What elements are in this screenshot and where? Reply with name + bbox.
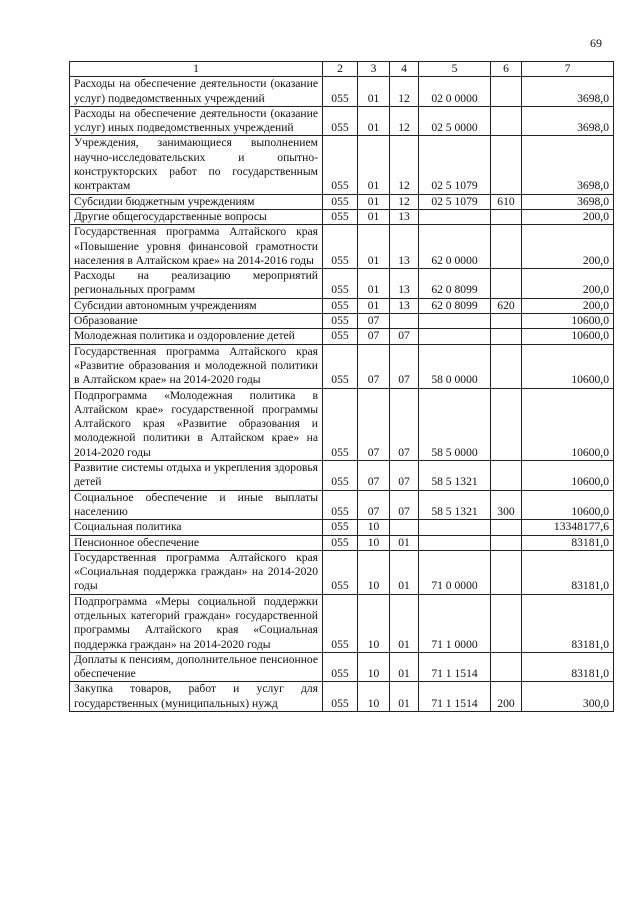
subsection-code-cell: 07 bbox=[390, 329, 419, 344]
row-name-cell: Государственная программа Алтайского края «Развитие образования и молодежной политики в Алтайском крае» на 2014-2020 годы bbox=[70, 344, 323, 388]
target-article-cell: 02 5 0000 bbox=[419, 106, 491, 136]
admin-code-cell: 055 bbox=[323, 136, 358, 194]
amount-cell: 83181,0 bbox=[522, 594, 614, 652]
table-row bbox=[70, 77, 614, 107]
table-row bbox=[70, 329, 614, 344]
expense-type-cell: 300 bbox=[491, 490, 522, 520]
expense-type-cell bbox=[491, 314, 522, 329]
subsection-code-cell: 01 bbox=[390, 652, 419, 682]
target-article-cell bbox=[419, 209, 491, 224]
row-name-cell: Учреждения, занимающиеся выполнением научно-исследовательских и опытно-конструкторских работ по государственным контрактам bbox=[70, 136, 323, 194]
expense-type-cell bbox=[491, 106, 522, 136]
subsection-code-cell: 01 bbox=[390, 594, 419, 652]
target-article-cell bbox=[419, 314, 491, 329]
row-name-cell: Закупка товаров, работ и услуг для государственных (муниципальных) нужд bbox=[70, 682, 323, 712]
column-header: 6 bbox=[491, 62, 522, 77]
target-article-cell bbox=[419, 329, 491, 344]
table-row bbox=[70, 314, 614, 329]
table-row bbox=[70, 269, 614, 299]
amount-cell: 200,0 bbox=[522, 298, 614, 313]
row-name-cell: Субсидии бюджетным учреждениям bbox=[70, 194, 323, 209]
amount-cell: 10600,0 bbox=[522, 329, 614, 344]
row-name-cell: Социальная политика bbox=[70, 520, 323, 535]
subsection-code-cell: 12 bbox=[390, 136, 419, 194]
column-header: 3 bbox=[358, 62, 390, 77]
row-name-cell: Расходы на обеспечение деятельности (оказание услуг) иных подведомственных учреждений bbox=[70, 106, 323, 136]
row-name-cell: Социальное обеспечение и иные выплаты населению bbox=[70, 490, 323, 520]
expense-type-cell: 620 bbox=[491, 298, 522, 313]
admin-code-cell: 055 bbox=[323, 594, 358, 652]
expense-type-cell bbox=[491, 535, 522, 550]
table-row bbox=[70, 550, 614, 594]
target-article-cell: 71 1 1514 bbox=[419, 652, 491, 682]
subsection-code-cell: 13 bbox=[390, 209, 419, 224]
section-code-cell: 10 bbox=[358, 550, 390, 594]
subsection-code-cell: 07 bbox=[390, 344, 419, 388]
amount-cell: 3698,0 bbox=[522, 106, 614, 136]
admin-code-cell: 055 bbox=[323, 225, 358, 269]
target-article-cell: 58 0 0000 bbox=[419, 344, 491, 388]
admin-code-cell: 055 bbox=[323, 314, 358, 329]
expense-type-cell bbox=[491, 520, 522, 535]
row-name-cell: Государственная программа Алтайского края «Социальная поддержка граждан» на 2014-2020 годы bbox=[70, 550, 323, 594]
target-article-cell: 58 5 1321 bbox=[419, 490, 491, 520]
section-code-cell: 07 bbox=[358, 490, 390, 520]
section-code-cell: 01 bbox=[358, 298, 390, 313]
subsection-code-cell bbox=[390, 314, 419, 329]
admin-code-cell: 055 bbox=[323, 652, 358, 682]
amount-cell: 3698,0 bbox=[522, 136, 614, 194]
table-row bbox=[70, 461, 614, 491]
amount-cell: 3698,0 bbox=[522, 194, 614, 209]
expense-type-cell bbox=[491, 388, 522, 460]
expense-type-cell bbox=[491, 594, 522, 652]
subsection-code-cell: 13 bbox=[390, 269, 419, 299]
expense-type-cell bbox=[491, 329, 522, 344]
admin-code-cell: 055 bbox=[323, 520, 358, 535]
target-article-cell: 58 5 0000 bbox=[419, 388, 491, 460]
expense-type-cell: 200 bbox=[491, 682, 522, 712]
section-code-cell: 07 bbox=[358, 329, 390, 344]
section-code-cell: 01 bbox=[358, 106, 390, 136]
target-article-cell bbox=[419, 520, 491, 535]
target-article-cell: 71 0 0000 bbox=[419, 550, 491, 594]
target-article-cell: 62 0 8099 bbox=[419, 269, 491, 299]
table-body bbox=[70, 77, 614, 712]
target-article-cell: 71 1 0000 bbox=[419, 594, 491, 652]
expense-type-cell bbox=[491, 136, 522, 194]
target-article-cell: 71 1 1514 bbox=[419, 682, 491, 712]
row-name-cell: Подпрограмма «Меры социальной поддержки отдельных категорий граждан» государственной программы Алтайского края «Социальная поддержка граждан» на 2014-2020 годы bbox=[70, 594, 323, 652]
section-code-cell: 01 bbox=[358, 77, 390, 107]
admin-code-cell: 055 bbox=[323, 194, 358, 209]
row-name-cell: Другие общегосударственные вопросы bbox=[70, 209, 323, 224]
admin-code-cell: 055 bbox=[323, 490, 358, 520]
admin-code-cell: 055 bbox=[323, 550, 358, 594]
section-code-cell: 01 bbox=[358, 194, 390, 209]
column-header: 7 bbox=[522, 62, 614, 77]
amount-cell: 200,0 bbox=[522, 269, 614, 299]
table-row bbox=[70, 520, 614, 535]
table-row bbox=[70, 682, 614, 712]
table-row bbox=[70, 225, 614, 269]
admin-code-cell: 055 bbox=[323, 106, 358, 136]
section-code-cell: 01 bbox=[358, 209, 390, 224]
row-name-cell: Молодежная политика и оздоровление детей bbox=[70, 329, 323, 344]
amount-cell: 83181,0 bbox=[522, 535, 614, 550]
amount-cell: 83181,0 bbox=[522, 652, 614, 682]
subsection-code-cell: 07 bbox=[390, 388, 419, 460]
column-header: 2 bbox=[323, 62, 358, 77]
admin-code-cell: 055 bbox=[323, 388, 358, 460]
column-header: 1 bbox=[70, 62, 323, 77]
amount-cell: 10600,0 bbox=[522, 388, 614, 460]
expense-type-cell: 610 bbox=[491, 194, 522, 209]
table-header-row bbox=[70, 62, 614, 77]
amount-cell: 10600,0 bbox=[522, 314, 614, 329]
section-code-cell: 10 bbox=[358, 535, 390, 550]
section-code-cell: 07 bbox=[358, 388, 390, 460]
target-article-cell bbox=[419, 535, 491, 550]
budget-table bbox=[69, 61, 614, 712]
section-code-cell: 07 bbox=[358, 461, 390, 491]
expense-type-cell bbox=[491, 652, 522, 682]
expense-type-cell bbox=[491, 77, 522, 107]
column-header: 5 bbox=[419, 62, 491, 77]
subsection-code-cell bbox=[390, 520, 419, 535]
subsection-code-cell: 07 bbox=[390, 461, 419, 491]
admin-code-cell: 055 bbox=[323, 329, 358, 344]
table-row bbox=[70, 490, 614, 520]
subsection-code-cell: 01 bbox=[390, 682, 419, 712]
expense-type-cell bbox=[491, 461, 522, 491]
section-code-cell: 10 bbox=[358, 594, 390, 652]
target-article-cell: 02 5 1079 bbox=[419, 194, 491, 209]
subsection-code-cell: 13 bbox=[390, 225, 419, 269]
amount-cell: 10600,0 bbox=[522, 461, 614, 491]
admin-code-cell: 055 bbox=[323, 344, 358, 388]
table-row bbox=[70, 594, 614, 652]
row-name-cell: Расходы на реализацию мероприятий региональных программ bbox=[70, 269, 323, 299]
section-code-cell: 01 bbox=[358, 225, 390, 269]
table-row bbox=[70, 652, 614, 682]
amount-cell: 200,0 bbox=[522, 209, 614, 224]
table-row bbox=[70, 106, 614, 136]
column-header: 4 bbox=[390, 62, 419, 77]
section-code-cell: 10 bbox=[358, 682, 390, 712]
row-name-cell: Субсидии автономным учреждениям bbox=[70, 298, 323, 313]
subsection-code-cell: 13 bbox=[390, 298, 419, 313]
section-code-cell: 10 bbox=[358, 652, 390, 682]
row-name-cell: Расходы на обеспечение деятельности (оказание услуг) подведомственных учреждений bbox=[70, 77, 323, 107]
section-code-cell: 01 bbox=[358, 269, 390, 299]
target-article-cell: 02 0 0000 bbox=[419, 77, 491, 107]
section-code-cell: 10 bbox=[358, 520, 390, 535]
subsection-code-cell: 07 bbox=[390, 490, 419, 520]
expense-type-cell bbox=[491, 225, 522, 269]
row-name-cell: Пенсионное обеспечение bbox=[70, 535, 323, 550]
subsection-code-cell: 01 bbox=[390, 535, 419, 550]
expense-type-cell bbox=[491, 209, 522, 224]
admin-code-cell: 055 bbox=[323, 298, 358, 313]
amount-cell: 3698,0 bbox=[522, 77, 614, 107]
table-row bbox=[70, 535, 614, 550]
page-number: 69 bbox=[590, 36, 602, 50]
table-row bbox=[70, 388, 614, 460]
target-article-cell: 58 5 1321 bbox=[419, 461, 491, 491]
amount-cell: 10600,0 bbox=[522, 344, 614, 388]
amount-cell: 200,0 bbox=[522, 225, 614, 269]
row-name-cell: Образование bbox=[70, 314, 323, 329]
admin-code-cell: 055 bbox=[323, 535, 358, 550]
table-row bbox=[70, 298, 614, 313]
subsection-code-cell: 01 bbox=[390, 550, 419, 594]
table-row bbox=[70, 344, 614, 388]
table-row bbox=[70, 209, 614, 224]
admin-code-cell: 055 bbox=[323, 461, 358, 491]
table-row bbox=[70, 194, 614, 209]
subsection-code-cell: 12 bbox=[390, 194, 419, 209]
section-code-cell: 01 bbox=[358, 136, 390, 194]
amount-cell: 83181,0 bbox=[522, 550, 614, 594]
subsection-code-cell: 12 bbox=[390, 106, 419, 136]
admin-code-cell: 055 bbox=[323, 682, 358, 712]
section-code-cell: 07 bbox=[358, 344, 390, 388]
row-name-cell: Подпрограмма «Молодежная политика в Алтайском крае» государственной программы Алтайского края «Развитие образования и молодежной политики в Алтайском крае» на 2014-2020 годы bbox=[70, 388, 323, 460]
amount-cell: 300,0 bbox=[522, 682, 614, 712]
target-article-cell: 62 0 0000 bbox=[419, 225, 491, 269]
amount-cell: 10600,0 bbox=[522, 490, 614, 520]
amount-cell: 13348177,6 bbox=[522, 520, 614, 535]
admin-code-cell: 055 bbox=[323, 269, 358, 299]
admin-code-cell: 055 bbox=[323, 209, 358, 224]
expense-type-cell bbox=[491, 344, 522, 388]
admin-code-cell: 055 bbox=[323, 77, 358, 107]
expense-type-cell bbox=[491, 550, 522, 594]
expense-type-cell bbox=[491, 269, 522, 299]
target-article-cell: 62 0 8099 bbox=[419, 298, 491, 313]
section-code-cell: 07 bbox=[358, 314, 390, 329]
subsection-code-cell: 12 bbox=[390, 77, 419, 107]
table-row bbox=[70, 136, 614, 194]
target-article-cell: 02 5 1079 bbox=[419, 136, 491, 194]
row-name-cell: Доплаты к пенсиям, дополнительное пенсионное обеспечение bbox=[70, 652, 323, 682]
row-name-cell: Развитие системы отдыха и укрепления здоровья детей bbox=[70, 461, 323, 491]
row-name-cell: Государственная программа Алтайского края «Повышение уровня финансовой грамотности населения в Алтайском крае» на 2014-2016 годы bbox=[70, 225, 323, 269]
